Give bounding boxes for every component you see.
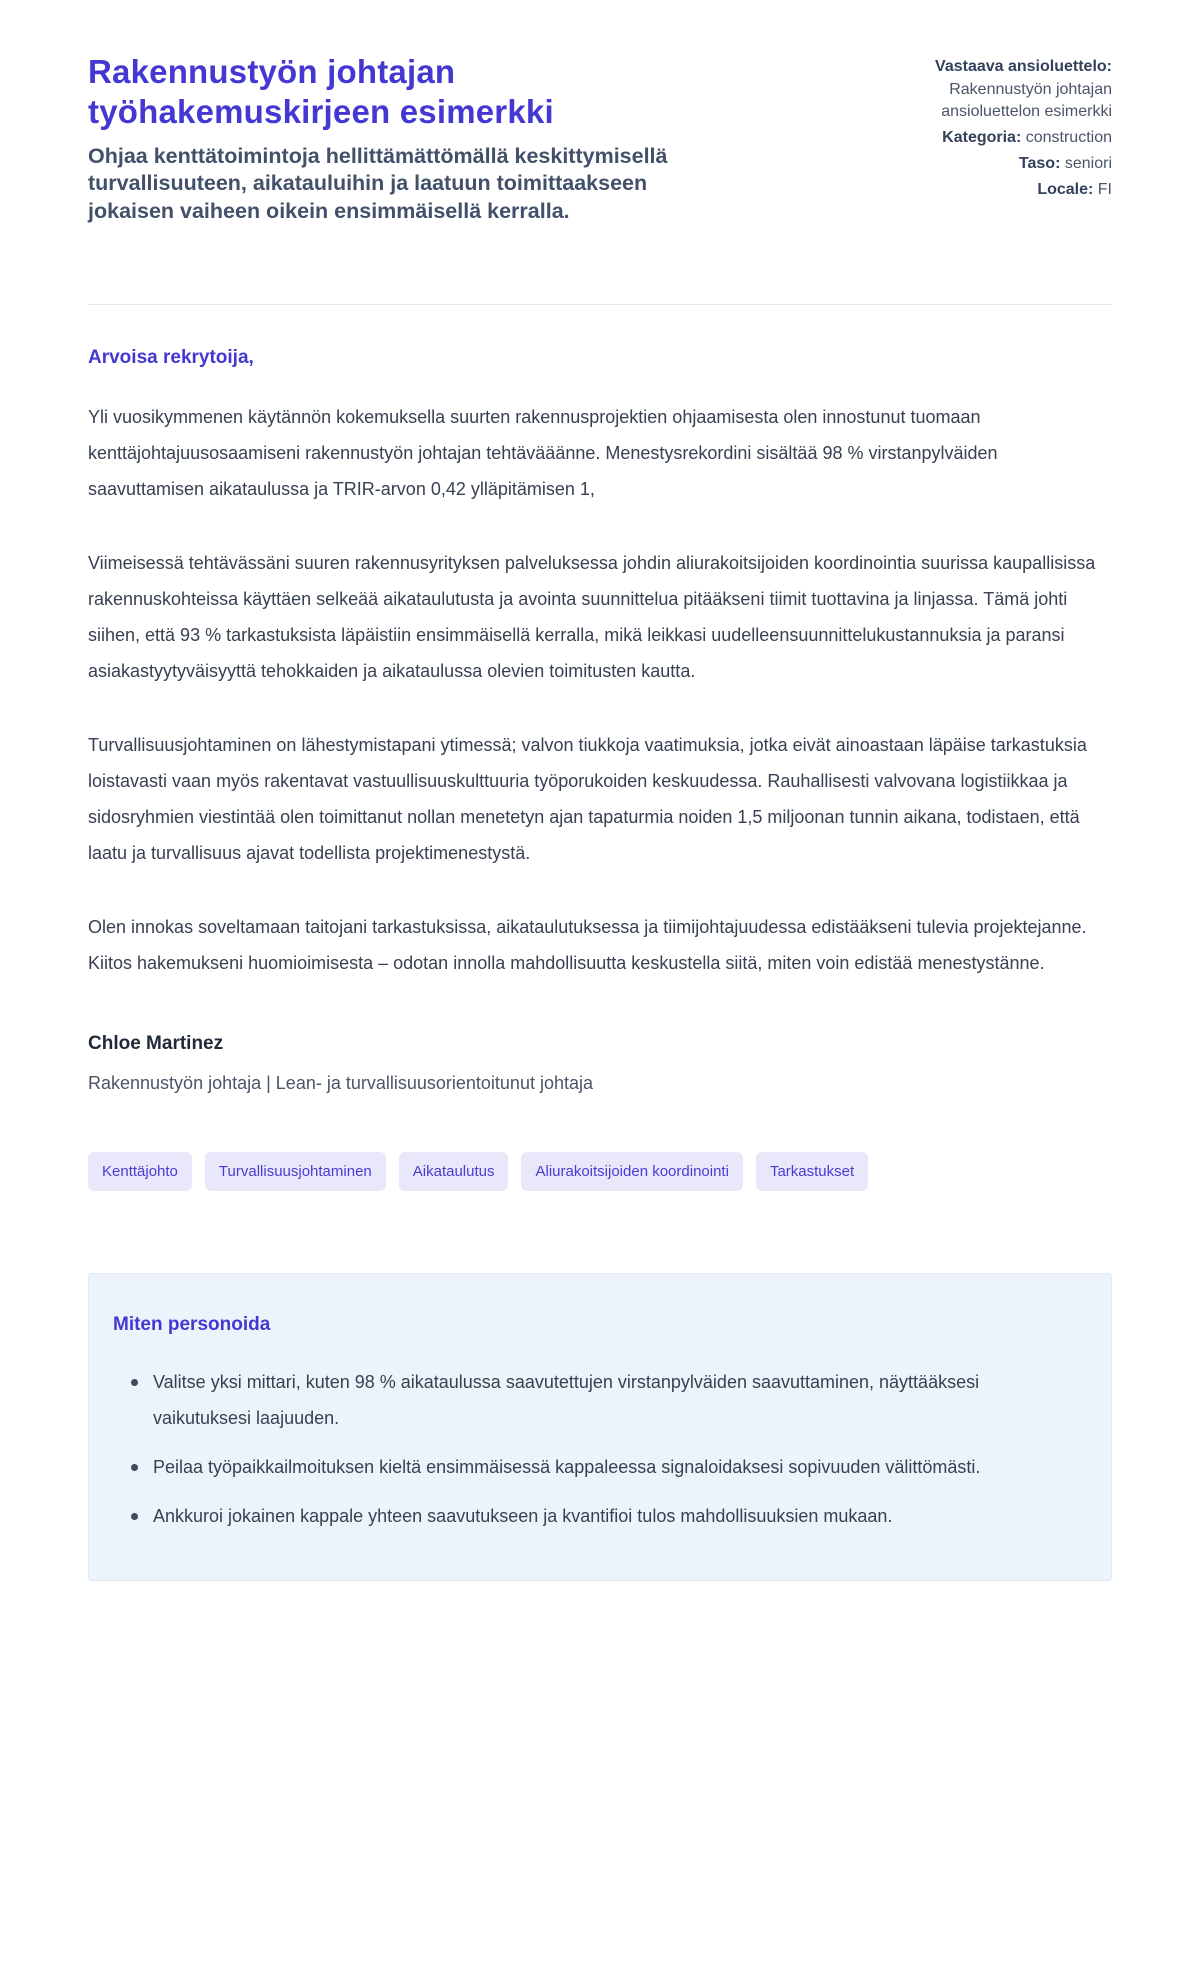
tip-item-2: Peilaa työpaikkailmoituksen kieltä ensimmäisessä kappaleessa signaloidaksesi sopivuuden välittömästi. — [127, 1449, 1067, 1485]
meta-value: Rakennustyön johtajan ansioluettelon esimerkki — [941, 80, 1112, 121]
meta-row-locale — [907, 179, 1112, 202]
meta-label: Vastaava ansioluettelo: — [935, 58, 1112, 75]
skill-tag-scheduling: Aikataulutus — [399, 1152, 509, 1191]
skill-tag-safety-management: Turvallisuusjohtaminen — [205, 1152, 386, 1191]
page-subtitle: Ohjaa kenttätoimintoja hellittämättömällä keskittymisellä turvallisuuteen, aikatauluihin ja laatuun toimittaakseen jokaisen vaiheen oikein ensimmäisellä kerralla. — [88, 143, 668, 224]
meta-row-level — [907, 153, 1112, 176]
tip-item-3: Ankkuroi jokainen kappale yhteen saavutukseen ja kvantifioi tulos mahdollisuuksien mukaan. — [127, 1498, 1067, 1534]
document-header — [88, 52, 1112, 226]
signature-name: Chloe Martinez — [88, 1033, 224, 1055]
personalization-heading: Miten personoida — [113, 1314, 271, 1336]
letter-paragraph-1: Yli vuosikymmenen käytännön kokemuksella suurten rakennusprojektien ohjaamisesta olen innostunut tuomaan kenttäjohtajuusosaamiseni rakennustyön johtajan tehtävääänne. Menestysrekordini sisältää 98 % virstanpylväiden saavuttamisen aikataulussa ja TRIR-arvon 0,42 ylläpitämisen 1, — [88, 407, 998, 500]
letter-paragraph-4: Olen innokas soveltamaan taitojani tarkastuksissa, aikataulutuksessa ja tiimijohtajuudessa edistääkseni tulevia projektejanne. Kiitos hakemukseni huomioimisesta – odotan innolla mahdollisuutta keskustella siitä, miten voin edistää menestystänne. — [88, 917, 1087, 974]
skill-tag-subcontractor-coordination: Aliurakoitsijoiden koordinointi — [521, 1152, 742, 1191]
personalization-tips-card — [88, 1273, 1112, 1581]
personalization-tips-list — [127, 1364, 1085, 1534]
skill-tags — [88, 1152, 1112, 1191]
skill-tag-inspections: Tarkastukset — [756, 1152, 868, 1191]
tip-item-1: Valitse yksi mittari, kuten 98 % aikataulussa saavutettujen virstanpylväiden saavuttaminen, näyttääksesi vaikutuksesi laajuuden. — [127, 1364, 1067, 1436]
header-divider — [88, 304, 1112, 305]
header-title-block — [88, 52, 728, 226]
letter-greeting: Arvoisa rekrytoija, — [88, 347, 254, 369]
signature-title: Rakennustyön johtaja | Lean- ja turvallisuusorientoitunut johtaja — [88, 1073, 593, 1094]
page-title: Rakennustyön johtajan työhakemuskirjeen esimerkki — [88, 53, 554, 131]
meta-row-category — [907, 127, 1112, 150]
meta-row-matching-resume — [907, 56, 1112, 124]
meta-label: Taso: — [1018, 154, 1061, 172]
document-meta — [907, 52, 1112, 226]
skill-tag-field-leadership: Kenttäjohto — [88, 1152, 192, 1191]
meta-value: seniori — [1064, 154, 1112, 172]
meta-value: construction — [1025, 129, 1112, 147]
letter-body — [88, 347, 1112, 1094]
meta-label: Locale: — [1037, 180, 1094, 198]
meta-value: FI — [1097, 180, 1112, 198]
letter-paragraph-2: Viimeisessä tehtävässäni suuren rakennusyrityksen palveluksessa johdin aliurakoitsijoiden koordinointia suurissa kaupallisissa rakennuskohteissa käyttäen selkeää aikataulutusta ja avointa suunnittelua pitääkseni tiimit tuottavina ja linjassa. Tämä johti siihen, että 93 % tarkastuksista läpäistiin ensimmäisellä kerralla, mikä leikkasi uudelleensuunnittelukustannuksia ja paransi asiakastyytyväisyyttä tehokkaiden ja aikataulussa olevien toimitusten kautta. — [88, 553, 1096, 682]
meta-label: Kategoria: — [942, 129, 1022, 147]
letter-paragraph-3: Turvallisuusjohtaminen on lähestymistapani ytimessä; valvon tiukkoja vaatimuksia, jotka eivät ainoastaan läpäise tarkastuksia loistavasti vaan myös rakentavat vastuullisuuskulttuuria työporukoiden keskuudessa. Rauhallisesti valvovana logistiikkaa ja sidosryhmien viestintää olen toimittanut nollan menetetyn ajan tapaturmia noiden 1,5 miljoonan tunnin aikana, todistaen, että laatu ja turvallisuus ajavat todellista projektimenestystä. — [88, 735, 1087, 864]
